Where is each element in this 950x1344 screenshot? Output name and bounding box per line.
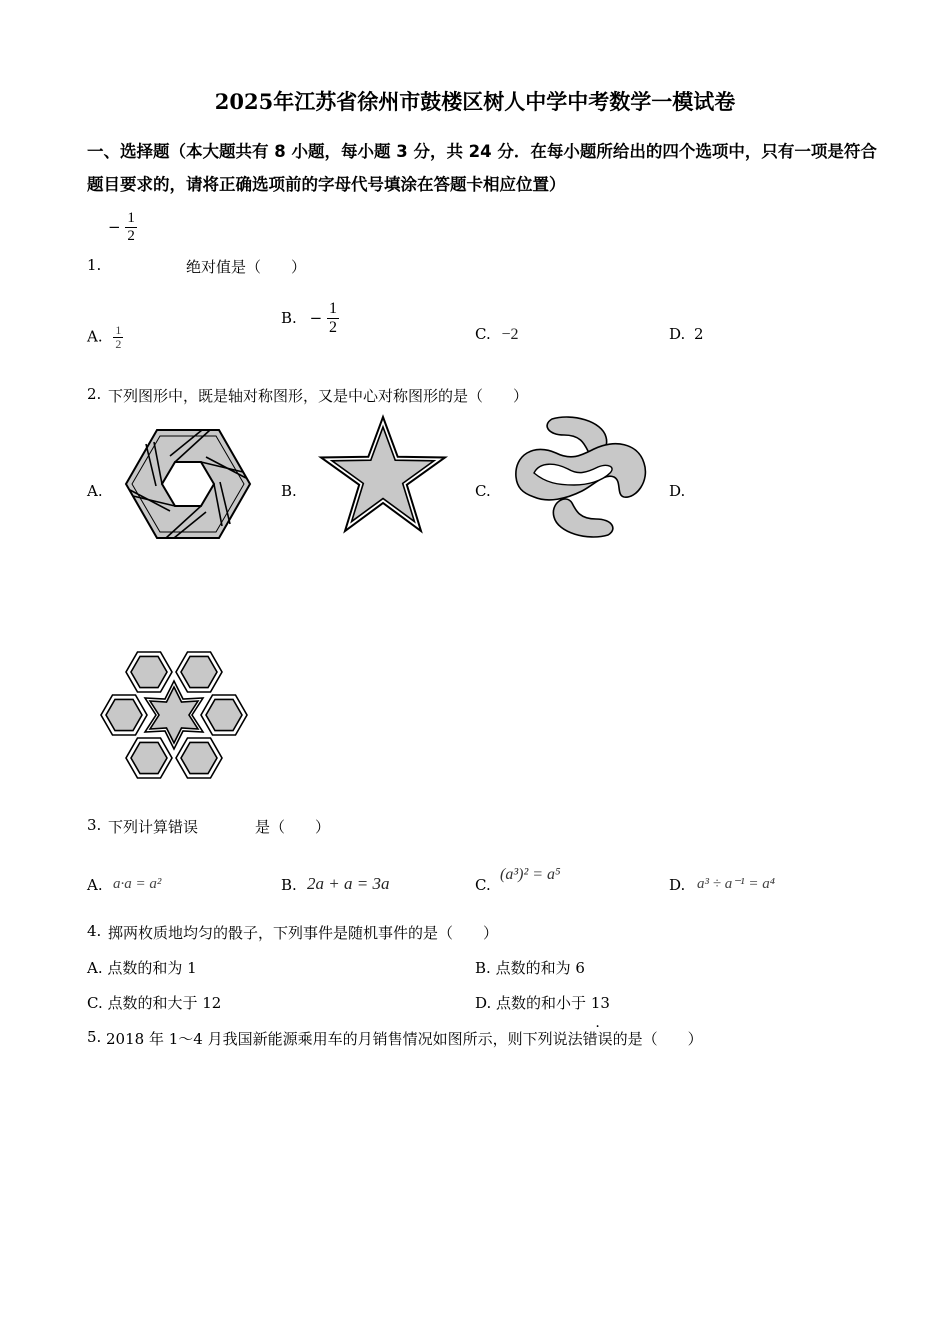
swirl-figure xyxy=(512,415,648,541)
q2-number: 2. xyxy=(87,385,102,403)
q4-option-b: B. 点数的和为 6 xyxy=(475,959,585,977)
q1-option-c: C. −2 xyxy=(475,325,519,343)
q3-number: 3. xyxy=(87,816,102,834)
q4-option-c: C. 点数的和大于 12 xyxy=(87,994,222,1012)
q5-emphasis: 错误 xyxy=(582,1030,613,1048)
q4-text: 掷两枚质地均匀的骰子，下列事件是随机事件的是（ ） xyxy=(108,924,499,942)
q4-number: 4. xyxy=(87,922,102,940)
q1-option-d: D. 2 xyxy=(669,325,704,343)
page-title: 2025年江苏省徐州市鼓楼区树人中学中考数学一模试卷 xyxy=(214,89,736,114)
q3-option-b-expr: 2a + a = 3a xyxy=(307,874,390,893)
q1-option-b: B. − $\frac{1}{2}$ xyxy=(281,300,337,336)
q1-number: 1. xyxy=(87,256,102,274)
q3-option-b: B. xyxy=(281,876,297,894)
q2-option-b-label: B. xyxy=(281,482,297,500)
q4-option-d: D. 点数的和小于 13 xyxy=(475,994,610,1012)
q2-option-a-label: A. xyxy=(87,482,103,500)
q3-option-d-expr: a³ ÷ a⁻¹ = a⁴ xyxy=(697,876,775,892)
q3-option-a: A. xyxy=(87,876,103,894)
q3-text-before: 下列计算错误 xyxy=(108,818,199,836)
q2-option-d-label: D. xyxy=(669,482,686,500)
q2-text: 下列图形中，既是轴对称图形，又是中心对称图形的是（ ） xyxy=(108,387,529,405)
q1-text: 绝对值是（ ） xyxy=(186,258,307,276)
section-heading: 一、选择题（本大题共有 8 小题，每小题 3 分，共 24 分．在每小题所给出的四个选项中，只有一项是符合题目要求的，请将正确选项前的字母代号填涂在答题卡相应位置） xyxy=(87,142,877,194)
q1-fraction: − $\frac{1}{2}$ xyxy=(108,210,135,244)
q1-option-a: A. $\frac{1}{2}$ xyxy=(87,323,122,352)
hexagon-spiral-figure xyxy=(124,428,252,540)
q5-number: 5. xyxy=(87,1028,102,1046)
q2-option-c-label: C. xyxy=(475,482,491,500)
q3-option-d: D. xyxy=(669,876,686,894)
q3-option-c-expr: (a³)² = a⁵ xyxy=(500,866,561,883)
q3-text-after: 是（ ） xyxy=(255,818,331,836)
hexagon-star-figure xyxy=(100,650,248,780)
q4-option-a: A. 点数的和为 1 xyxy=(87,959,197,977)
q3-option-a-expr: a·a = a² xyxy=(113,876,162,892)
star-figure xyxy=(318,415,448,539)
q5-text: 2018 年 1～4 月我国新能源乘用车的月销售情况如图所示，则下列说法错误的是（ ） xyxy=(106,1030,703,1048)
q3-option-c: C. xyxy=(475,876,491,894)
